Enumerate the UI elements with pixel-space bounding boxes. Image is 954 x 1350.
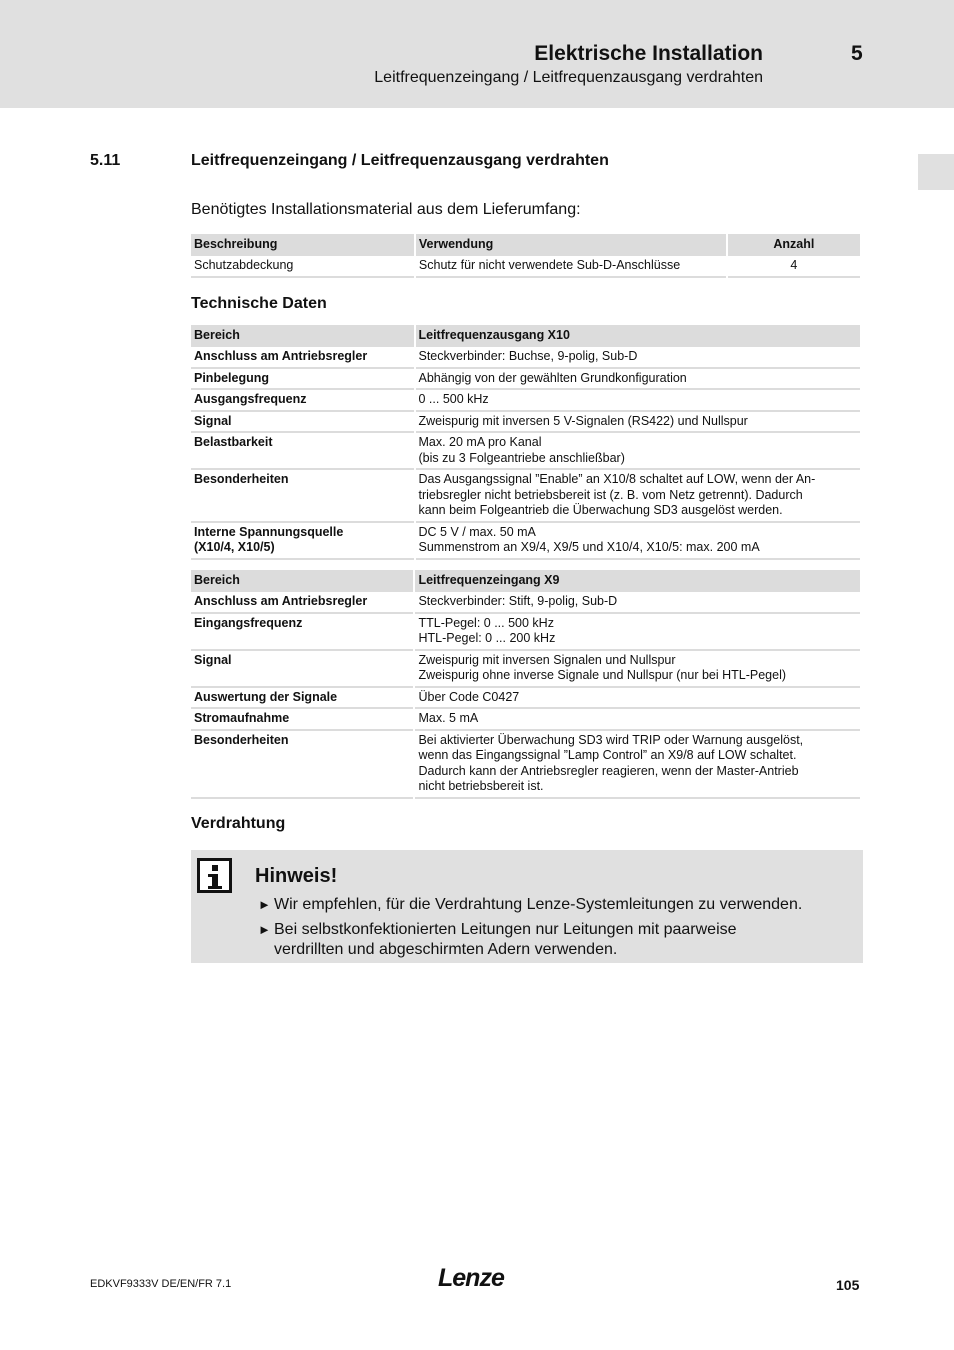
header-band bbox=[0, 0, 954, 108]
chapter-title: Elektrische Installation bbox=[534, 42, 763, 65]
row-value bbox=[415, 731, 860, 799]
table-row bbox=[191, 614, 860, 651]
label-line: Interne Spannungsquelle bbox=[194, 524, 344, 539]
info-icon bbox=[197, 858, 232, 893]
column-header: Bereich bbox=[191, 325, 414, 347]
row-value bbox=[416, 470, 861, 523]
table-row bbox=[191, 369, 860, 391]
chapter-side-tab bbox=[918, 154, 954, 190]
row-label: Anschluss am Antriebsregler bbox=[191, 592, 413, 614]
row-value: Zweispurig mit inversen 5 V-Signalen (RS422) und Nullspur bbox=[416, 412, 861, 434]
section-title: Leitfrequenzeingang / Leitfrequenzausgang verdrahten bbox=[191, 152, 609, 169]
table-row bbox=[191, 412, 860, 434]
section-number: 5.11 bbox=[90, 152, 121, 169]
column-header: Anzahl bbox=[728, 234, 860, 256]
value-line: Bei aktivierter Überwachung SD3 wird TRIP oder Warnung ausgelöst, bbox=[418, 732, 804, 747]
row-value: Abhängig von der gewählten Grundkonfiguration bbox=[416, 369, 861, 391]
value-line: (bis zu 3 Folgeantriebe anschließbar) bbox=[418, 450, 625, 465]
row-value bbox=[415, 651, 860, 688]
column-header: Verwendung bbox=[416, 234, 726, 256]
value-line: HTL-Pegel: 0 ... 200 kHz bbox=[418, 631, 556, 645]
value-line: triebsregler nicht betriebsbereit ist (z. B. vom Netz getrennt). Dadurch bbox=[418, 487, 803, 502]
row-value bbox=[415, 614, 860, 651]
value-line: TTL-Pegel: 0 ... 500 kHz bbox=[418, 615, 554, 630]
input-spec-table bbox=[189, 570, 862, 799]
table-row bbox=[191, 592, 860, 614]
value-line: Max. 20 mA pro Kanal bbox=[418, 435, 542, 449]
note-item bbox=[258, 920, 798, 960]
row-value: Max. 5 mA bbox=[415, 709, 860, 731]
row-value: Über Code C0427 bbox=[415, 688, 860, 710]
output-spec-table bbox=[189, 325, 862, 560]
table-row bbox=[191, 688, 860, 710]
table-row bbox=[191, 709, 860, 731]
row-label: Ausgangsfrequenz bbox=[191, 390, 414, 412]
label-line: (X10/4, X10/5) bbox=[194, 540, 275, 554]
table-cell: Schutz für nicht verwendete Sub-D-Anschlüsse bbox=[416, 256, 726, 278]
note-item-text: Wir empfehlen, für die Verdrahtung Lenze-Systemleitungen zu verwenden. bbox=[274, 896, 803, 913]
note-item bbox=[258, 895, 858, 915]
note-item-text: Bei selbstkonfektionierten Leitungen nur Leitungen mit paarweise verdrillten und abgeschirmten Adern verwenden. bbox=[274, 921, 737, 958]
row-value bbox=[416, 433, 861, 470]
table-row bbox=[191, 470, 860, 523]
table-row bbox=[191, 347, 860, 369]
row-label: Besonderheiten bbox=[191, 731, 413, 799]
bullet-arrow-icon: ► bbox=[258, 897, 271, 912]
table-header-row bbox=[191, 570, 860, 592]
table-header-row bbox=[191, 234, 860, 256]
value-line: Das Ausgangssignal ”Enable” an X10/8 schaltet auf LOW, wenn der An- bbox=[418, 472, 816, 486]
value-line: Zweispurig ohne inverse Signale und Nullspur (nur bei HTL-Pegel) bbox=[418, 668, 787, 682]
lenze-logo: Lenze bbox=[438, 1264, 504, 1292]
column-header: Leitfrequenzausgang X10 bbox=[416, 325, 861, 347]
value-line: Summenstrom an X9/4, X9/5 und X10/4, X10/5: max. 200 mA bbox=[418, 540, 760, 554]
table-row bbox=[191, 651, 860, 688]
column-header: Bereich bbox=[191, 570, 413, 592]
row-value: Steckverbinder: Stift, 9-polig, Sub-D bbox=[415, 592, 860, 614]
table-cell: 4 bbox=[728, 256, 860, 278]
table-row bbox=[191, 390, 860, 412]
row-value: 0 ... 500 kHz bbox=[416, 390, 861, 412]
row-label: Pinbelegung bbox=[191, 369, 414, 391]
row-label: Signal bbox=[191, 651, 413, 688]
column-header: Beschreibung bbox=[191, 234, 414, 256]
row-label bbox=[191, 523, 414, 560]
intro-text: Benötigtes Installationsmaterial aus dem Lieferumfang: bbox=[191, 201, 581, 218]
wiring-heading: Verdrahtung bbox=[191, 815, 286, 832]
row-label: Anschluss am Antriebsregler bbox=[191, 347, 414, 369]
value-line: nicht betriebsbereit ist. bbox=[418, 779, 544, 793]
table-header-row bbox=[191, 325, 860, 347]
chapter-number: 5 bbox=[851, 42, 863, 65]
table-row bbox=[191, 731, 860, 799]
document-id: EDKVF9333V DE/EN/FR 7.1 bbox=[90, 1278, 232, 1290]
row-label: Belastbarkeit bbox=[191, 433, 414, 470]
column-header: Leitfrequenzeingang X9 bbox=[415, 570, 860, 592]
row-label: Eingangsfrequenz bbox=[191, 614, 413, 651]
table-row bbox=[191, 433, 860, 470]
value-line: wenn das Eingangssignal ”Lamp Control” an X9/8 auf LOW schaltet. bbox=[418, 748, 797, 762]
material-table bbox=[189, 234, 862, 278]
row-value bbox=[416, 523, 861, 560]
value-line: kann beim Folgeantrieb die Überwachung SD3 ausgelöst werden. bbox=[418, 503, 783, 517]
row-label: Besonderheiten bbox=[191, 470, 414, 523]
tech-data-heading: Technische Daten bbox=[191, 295, 327, 312]
table-row bbox=[191, 523, 860, 560]
chapter-subtitle: Leitfrequenzeingang / Leitfrequenzausgang verdrahten bbox=[374, 69, 763, 86]
table-row bbox=[191, 256, 860, 278]
value-line: Dadurch kann der Antriebsregler reagieren, wenn der Master-Antrieb bbox=[418, 763, 799, 778]
value-line: Zweispurig mit inversen Signalen und Nullspur bbox=[418, 652, 676, 667]
row-label: Stromaufnahme bbox=[191, 709, 413, 731]
row-label: Signal bbox=[191, 412, 414, 434]
page-number: 105 bbox=[836, 1277, 860, 1293]
note-box bbox=[191, 850, 863, 963]
row-label: Auswertung der Signale bbox=[191, 688, 413, 710]
row-value: Steckverbinder: Buchse, 9-polig, Sub-D bbox=[416, 347, 861, 369]
table-cell: Schutzabdeckung bbox=[191, 256, 414, 278]
value-line: DC 5 V / max. 50 mA bbox=[418, 524, 536, 539]
note-title: Hinweis! bbox=[255, 865, 338, 887]
bullet-arrow-icon: ► bbox=[258, 922, 271, 937]
